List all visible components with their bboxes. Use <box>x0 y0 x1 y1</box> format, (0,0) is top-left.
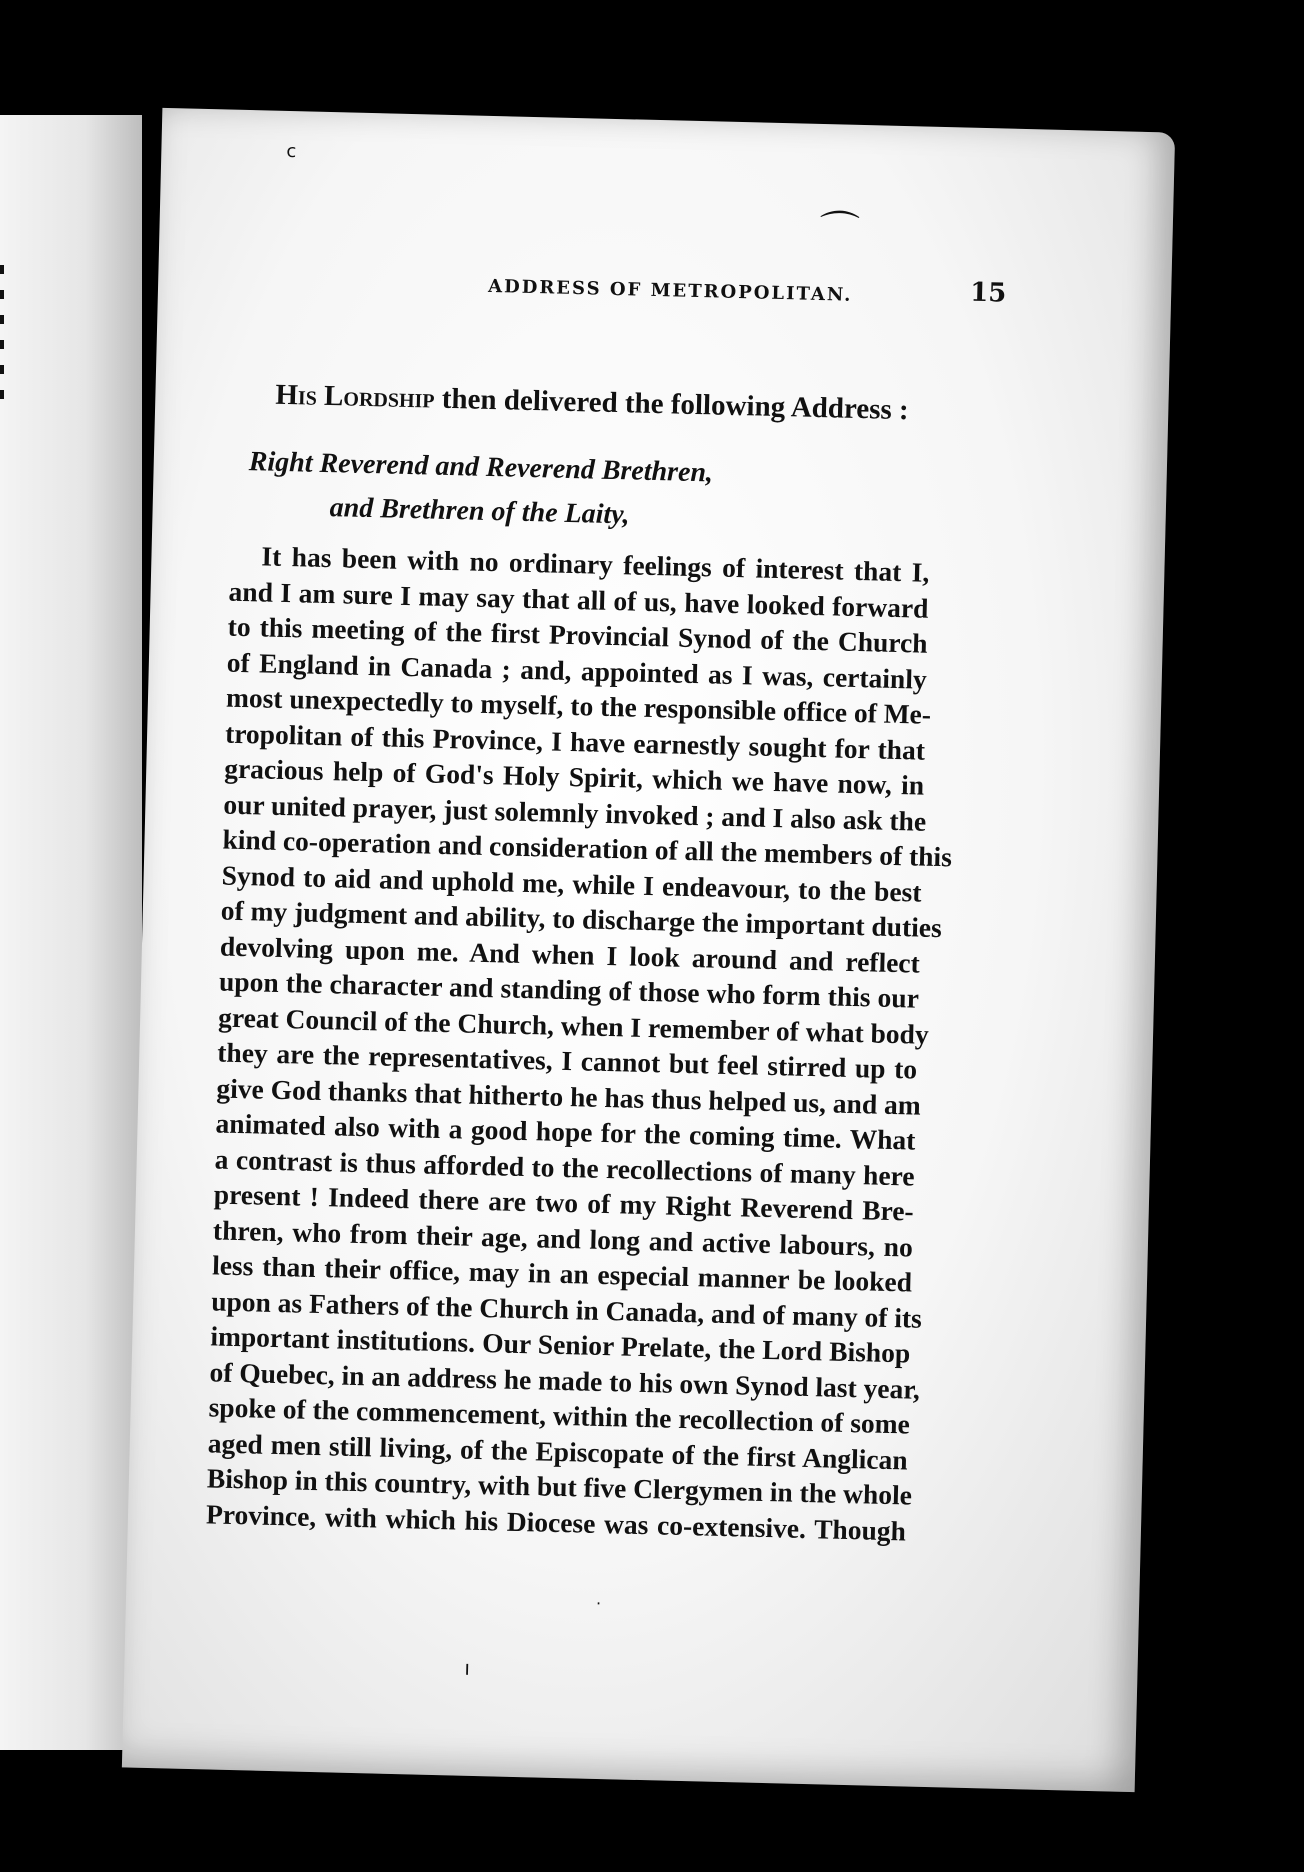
body-line: thren, who from their age, and long and active labours, no <box>212 1213 914 1263</box>
body-line: animated also with a good hope for the coming time. What <box>215 1107 916 1156</box>
ink-speck: · <box>595 1593 602 1614</box>
body-line: upon the character and standing of those who form this our <box>218 965 920 1014</box>
body-line: Bishop in this country, with but five Clergymen in the whole <box>206 1462 913 1511</box>
body-line: devolving upon me. And when I look around and reflect <box>219 930 921 979</box>
body-line: important institutions. Our Senior Prelate, the Lord Bishop <box>210 1320 911 1369</box>
body-line: a contrast is thus afforded to the recollections of many here <box>214 1142 915 1192</box>
ink-speck <box>0 390 4 399</box>
ink-speck <box>0 290 4 299</box>
ink-speck: ı <box>464 1655 471 1680</box>
body-line: of my judgment and ability, to discharge the important duties <box>220 894 943 944</box>
ink-speck <box>0 365 4 374</box>
body-line: present ! Indeed there are two of my Right Reverend Bre- <box>213 1178 915 1227</box>
body-line: less than their office, may in an especial manner be looked <box>211 1249 913 1298</box>
body-line: gracious help of God's Holy Spirit, which we have now, in <box>223 752 925 801</box>
heading-small-caps: His Lordship <box>275 378 435 415</box>
body-line: tropolitan of this Province, I have earnestly sought for that <box>224 717 926 766</box>
body-line: great Council of the Church, when I remember of what body <box>217 1001 930 1050</box>
body-line: our united prayer, just solemnly invoked ; and I also ask the <box>223 788 927 837</box>
body-line: to this meeting of the first Provincial Synod of the Church <box>227 610 928 659</box>
page-number: 15 <box>969 277 1007 309</box>
heading-text: then delivered the following Address : <box>434 382 910 427</box>
pen-scribble-icon: ⌒ <box>819 207 861 255</box>
ink-speck: c <box>286 140 297 163</box>
address-body <box>205 538 953 1549</box>
body-line: they are the representatives, I cannot but feel stirred up to <box>217 1036 918 1085</box>
salutation-line-2: and Brethren of the Laity, <box>329 492 630 531</box>
body-line: It has been with no ordinary feelings of interest that I, <box>261 540 930 588</box>
salutation-line-1: Right Reverend and Reverend Brethren, <box>248 446 714 489</box>
body-line: of England in Canada ; and, appointed as I was, certainly <box>226 646 928 695</box>
ink-speck <box>0 265 4 274</box>
body-line: kind co-operation and consideration of all the members of this <box>222 823 953 873</box>
body-line: give God thanks that hitherto he has thus helped us, and am <box>216 1071 922 1121</box>
body-line: aged men still living, of the Episcopate of the first Anglican <box>207 1426 909 1475</box>
ink-speck <box>0 315 4 324</box>
body-line: and I am sure I may say that all of us, have looked forward <box>228 575 929 624</box>
body-line: upon as Fathers of the Church in Canada, and of many of its <box>210 1284 923 1334</box>
ink-speck <box>0 340 4 349</box>
body-line: most unexpectedly to myself, to the responsible office of Me- <box>225 681 932 730</box>
salutation <box>247 440 713 539</box>
facing-page-edge <box>0 115 142 1750</box>
book-page <box>122 108 1175 1792</box>
address-heading <box>275 379 909 427</box>
body-line: spoke of the commencement, within the recollection of some <box>208 1391 911 1440</box>
body-line: Province, with which his Diocese was co-extensive. Though <box>205 1497 907 1546</box>
body-line: Synod to aid and uphold me, while I endeavour, to the best <box>221 859 922 908</box>
body-line: of Quebec, in an address he made to his own Synod last year, <box>209 1355 921 1405</box>
running-head: ADDRESS OF METROPOLITAN. <box>487 275 853 306</box>
